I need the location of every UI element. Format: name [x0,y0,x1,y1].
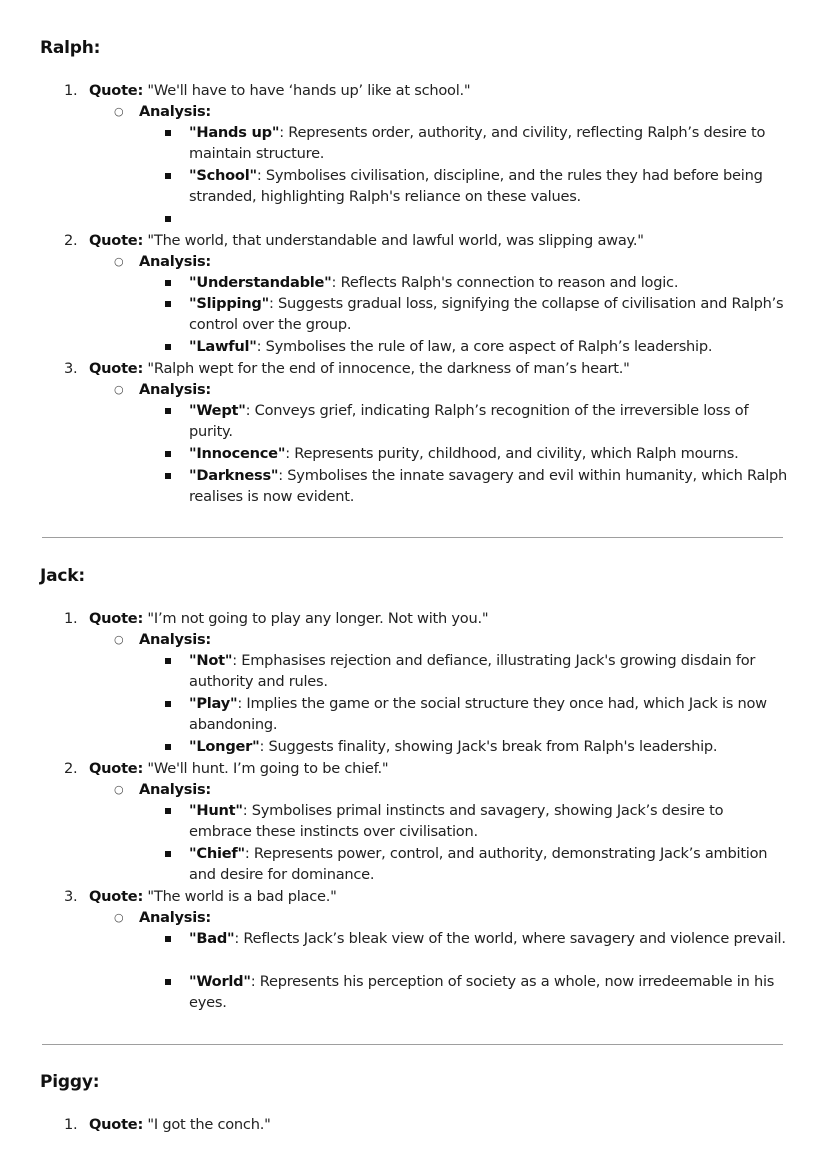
square-bullet-icon [165,851,171,857]
analysis-label: Analysis: [139,909,212,926]
quote-text: "We'll have to have ‘hands up’ like at school." [143,82,471,99]
list-number: 1. [64,1116,78,1133]
quote-line [89,230,644,251]
analysis-text: : Reflects Ralph's connection to reason and logic. [331,274,679,291]
analysis-text: : Symbolises civilisation, discipline, and the rules they had before being stranded, highlighting Ralph's reliance on these values. [189,167,763,206]
list-number: 3. [64,360,78,377]
analysis-text: : Emphasises rejection and defiance, illustrating Jack's growing disdain for authority and rules. [189,652,756,691]
quote-label: Quote: [89,360,144,377]
analysis-item [189,693,789,736]
quote-text: "I’m not going to play any longer. Not with you." [143,610,489,627]
analysis-text: : Symbolises the innate savagery and evil within humanity, which Ralph realises is now evident. [189,467,788,506]
square-bullet-icon [165,280,171,286]
list-number: 1. [64,610,78,627]
quote-text: "Ralph wept for the end of innocence, the darkness of man’s heart." [143,360,630,377]
square-bullet-icon [165,936,171,942]
analysis-item [189,122,789,165]
analysis-text: : Reflects Jack’s bleak view of the world, where savagery and violence prevail. [234,930,786,947]
analysis-term: "Hands up" [189,124,280,141]
quote-text: "The world is a bad place." [143,888,337,905]
analysis-term: "Innocence" [189,445,286,462]
square-bullet-icon [165,808,171,814]
quote-line [89,358,630,379]
square-bullet-icon [165,658,171,664]
quote-label: Quote: [89,760,144,777]
analysis-term: "Not" [189,652,233,669]
analysis-term: "Wept" [189,402,246,419]
square-bullet-icon [165,744,171,750]
list-number: 2. [64,760,78,777]
analysis-text: : Represents his perception of society as a whole, now irredeemable in his eyes. [189,973,775,1012]
analysis-label: Analysis: [139,781,212,798]
analysis-item [189,336,789,357]
quote-line [89,886,337,907]
analysis-label: Analysis: [139,103,212,120]
square-bullet-icon [165,701,171,707]
analysis-text: : Represents purity, childhood, and civility, which Ralph mourns. [285,445,739,462]
square-bullet-icon [165,408,171,414]
quote-label: Quote: [89,610,144,627]
square-bullet-icon [165,301,171,307]
analysis-item [189,650,789,693]
quote-label: Quote: [89,232,144,249]
square-bullet-icon [165,216,171,222]
analysis-text: : Conveys grief, indicating Ralph’s recognition of the irreversible loss of purity. [189,402,749,441]
analysis-item [189,843,789,886]
horizontal-rule [42,537,783,538]
quote-label: Quote: [89,82,144,99]
square-bullet-icon [165,473,171,479]
section-title-jack: Jack: [40,566,85,586]
square-bullet-icon [165,173,171,179]
circle-bullet-icon: ○ [114,383,124,396]
analysis-item [189,165,789,208]
analysis-text: : Symbolises the rule of law, a core aspect of Ralph’s leadership. [256,338,713,355]
circle-bullet-icon: ○ [114,911,124,924]
analysis-term: "World" [189,973,251,990]
quote-line [89,758,388,779]
square-bullet-icon [165,451,171,457]
analysis-text: : Suggests gradual loss, signifying the collapse of civilisation and Ralph’s control over the group. [189,295,784,334]
list-number: 1. [64,82,78,99]
analysis-item [189,465,789,508]
analysis-label: Analysis: [139,631,212,648]
analysis-term: "Darkness" [189,467,279,484]
analysis-term: "Play" [189,695,238,712]
square-bullet-icon [165,979,171,985]
square-bullet-icon [165,130,171,136]
analysis-text: : Represents power, control, and authority, demonstrating Jack’s ambition and desire for dominance. [189,845,768,884]
quote-label: Quote: [89,888,144,905]
analysis-item [189,400,789,443]
quote-text: "We'll hunt. I’m going to be chief." [143,760,389,777]
analysis-item [189,800,789,843]
analysis-item [189,293,789,336]
analysis-label: Analysis: [139,253,212,270]
analysis-item [189,443,789,464]
analysis-term: "Bad" [189,930,235,947]
analysis-term: "Slipping" [189,295,269,312]
analysis-item [189,971,789,1014]
analysis-item [189,272,789,293]
analysis-text: : Implies the game or the social structure they once had, which Jack is now abandoning. [189,695,767,734]
circle-bullet-icon: ○ [114,255,124,268]
list-number: 2. [64,232,78,249]
analysis-term: "Lawful" [189,338,257,355]
circle-bullet-icon: ○ [114,783,124,796]
analysis-text: : Suggests finality, showing Jack's break from Ralph's leadership. [259,738,718,755]
analysis-text: : Symbolises primal instincts and savagery, showing Jack’s desire to embrace these instincts over civilisation. [189,802,724,841]
analysis-term: "Understandable" [189,274,332,291]
section-title-piggy: Piggy: [40,1072,100,1092]
analysis-term: "Longer" [189,738,260,755]
quote-text: "The world, that understandable and lawful world, was slipping away." [143,232,644,249]
quote-line [89,608,488,629]
square-bullet-icon [165,344,171,350]
quote-line [89,80,470,101]
analysis-term: "School" [189,167,257,184]
circle-bullet-icon: ○ [114,105,124,118]
circle-bullet-icon: ○ [114,633,124,646]
quote-text: "I got the conch." [143,1116,271,1133]
analysis-label: Analysis: [139,381,212,398]
quote-label: Quote: [89,1116,144,1133]
analysis-term: "Chief" [189,845,245,862]
horizontal-rule [42,1044,783,1045]
analysis-item [189,928,789,949]
quote-line [89,1114,271,1135]
section-title-ralph: Ralph: [40,38,101,58]
analysis-item [189,736,789,757]
analysis-text: : Represents order, authority, and civility, reflecting Ralph’s desire to maintain structure. [189,124,766,163]
analysis-term: "Hunt" [189,802,243,819]
list-number: 3. [64,888,78,905]
